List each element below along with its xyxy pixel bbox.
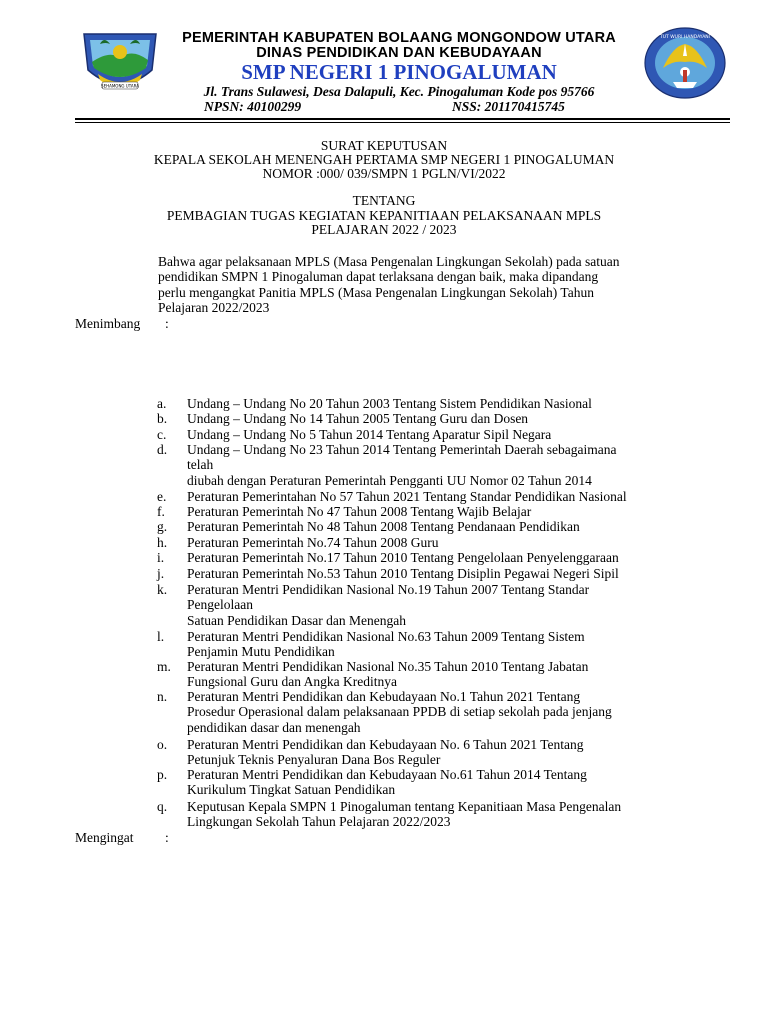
list-item-line: Prosedur Operasional dalam pelaksanaan PPDB di setiap sekolah pada jenjang [187,704,612,720]
list-item-line: Peraturan Mentri Pendidikan Nasional No.35 Tahun 2010 Tentang Jabatan [187,659,589,674]
mengingat-colon: : [165,830,169,845]
list-item-marker: i. [157,550,165,565]
letterhead-address: Jl. Trans Sulawesi, Desa Dalapuli, Kec. Pinogaluman Kode pos 95766 [203,84,595,99]
list-item-marker: l. [157,629,165,644]
tentang-heading: TENTANG [352,193,416,208]
letterhead-department: DINAS PENDIDIKAN DAN KEBUDAYAAN [256,45,542,61]
list-item-line: Peraturan Pemerintah No 47 Tahun 2008 Tentang Wajib Belajar [187,504,532,519]
list-item-line: Keputusan Kepala SMPN 1 Pinogaluman tentang Kepanitiaan Masa Pengenalan [187,799,622,814]
list-item-line: Undang – Undang No 5 Tahun 2014 Tentang Aparatur Sipil Negara [187,427,552,442]
menimbang-label: Menimbang [75,316,141,331]
document-title: SURAT KEPUTUSAN [320,138,448,153]
list-item-text [187,411,707,426]
subject-line-2: PELAJARAN 2022 / 2023 [311,222,457,237]
list-item-line: Peraturan Pemerintahan No 57 Tahun 2021 Tentang Standar Pendidikan Nasional [187,489,627,504]
list-item-marker: k. [157,582,168,597]
list-item-line: Peraturan Mentri Pendidikan dan Kebudayaan No.1 Tahun 2021 Tentang [187,689,581,704]
list-item-line: Lingkungan Sekolah Tahun Pelajaran 2022/2023 [187,814,451,830]
list-item-marker: e. [157,489,167,504]
list-item-line: Penjamin Mutu Pendidikan [187,644,335,660]
list-item-text [187,427,707,442]
list-item-line: Undang – Undang No 23 Tahun 2014 Tentang Pemerintah Daerah sebagaimana [187,442,617,457]
list-item-text [187,504,707,519]
paragraph-line: perlu mengangkat Panitia MPLS (Masa Pengenalan Lingkungan Sekolah) Tahun [158,284,594,300]
list-item-marker: o. [157,737,168,752]
list-item-line: Pengelolaan [187,597,253,613]
list-item-line: Peraturan Mentri Pendidikan dan Kebudayaan No. 6 Tahun 2021 Tentang [187,737,584,752]
list-item-line: Undang – Undang No 14 Tahun 2005 Tentang Guru dan Dosen [187,411,529,426]
list-item-marker: g. [157,519,168,534]
list-item-text [187,442,707,488]
list-item-line: Satuan Pendidikan Dasar dan Menengah [187,612,406,628]
list-item-line: Peraturan Mentri Pendidikan dan Kebudayaan No.61 Tahun 2014 Tentang [187,767,587,782]
list-item-line: Peraturan Mentri Pendidikan Nasional No.63 Tahun 2009 Tentang Sistem [187,629,585,644]
svg-text:TUT WURI HANDAYANI: TUT WURI HANDAYANI [660,35,710,40]
paragraph-line: Pelajaran 2022/2023 [158,299,270,315]
list-item-line: Peraturan Pemerintah No.53 Tahun 2010 Tentang Disiplin Pegawai Negeri Sipil [187,566,619,581]
list-item-line: Undang – Undang No 20 Tahun 2003 Tentang Sistem Pendidikan Nasional [187,396,592,411]
letterhead-npsn: NPSN: 40100299 [204,99,302,114]
menimbang-paragraph [158,254,678,315]
list-item-line: diubah dengan Peraturan Pemerintah Pengganti UU Nomor 02 Tahun 2014 [187,472,592,488]
list-item-line: Peraturan Mentri Pendidikan Nasional No.19 Tahun 2007 Tentang Standar [187,582,590,597]
mengingat-label: Mengingat [75,830,134,845]
list-item-marker: j. [157,566,165,581]
list-item-marker: a. [157,396,167,411]
tut-wuri-handayani-logo-icon [643,26,727,100]
letterhead-government: PEMERINTAH KABUPATEN BOLAANG MONGONDOW UTARA [182,30,616,46]
list-item-line: Peraturan Pemerintah No.17 Tahun 2010 Tentang Pengelolaan Penyelenggaraan [187,550,619,565]
paragraph-line: Bahwa agar pelaksanaan MPLS (Masa Pengenalan Lingkungan Sekolah) pada satuan [158,254,620,269]
list-item-line: Fungsional Guru dan Angka Kreditnya [187,674,397,690]
list-item-text [187,659,707,690]
list-item-marker: b. [157,411,168,426]
list-item-text [187,767,707,798]
list-item-text [187,582,707,628]
list-item-text [187,799,707,830]
list-item-text [187,535,707,550]
list-item-text [187,737,707,768]
list-item-marker: n. [157,689,168,704]
document-issuer: KEPALA SEKOLAH MENENGAH PERTAMA SMP NEGERI 1 PINOGALUMAN [153,152,615,167]
list-item-line: Peraturan Pemerintah No 48 Tahun 2008 Tentang Pendanaan Pendidikan [187,519,580,534]
list-item-marker: f. [157,504,165,519]
letterhead-divider-thick [75,118,730,120]
list-item-line: telah [187,457,214,473]
letterhead-school-name: SMP NEGERI 1 PINOGALUMAN [241,60,557,84]
list-item-text [187,689,707,735]
list-item-marker: d. [157,442,168,457]
list-item-text [187,550,707,565]
list-item-line: Kurikulum Tingkat Satuan Pendidikan [187,782,396,798]
list-item-line: Peraturan Pemerintah No.74 Tahun 2008 Guru [187,535,439,550]
list-item-text [187,396,707,411]
subject-line-1: PEMBAGIAN TUGAS KEGIATAN KEPANITIAAN PELAKSANAAN MPLS [166,208,602,223]
list-item-text [187,519,707,534]
list-item-marker: h. [157,535,168,550]
paragraph-line: pendidikan SMPN 1 Pinogaluman dapat terlaksana dengan baik, maka dipandang [158,269,599,285]
letterhead-divider-thin [75,122,730,123]
svg-text:SEHAMONG UTARA: SEHAMONG UTARA [101,83,139,89]
list-item-marker: q. [157,799,168,814]
list-item-line: pendidikan dasar dan menengah [187,719,361,735]
regency-logo-icon [80,28,160,98]
document-number: NOMOR :000/ 039/SMPN 1 PGLN/VI/2022 [262,166,506,181]
list-item-line: Petunjuk Teknis Penyaluran Dana Bos Reguler [187,752,441,768]
menimbang-colon: : [165,316,169,331]
list-item-text [187,566,707,581]
list-item-text [187,629,707,660]
list-item-marker: p. [157,767,168,782]
list-item-marker: m. [157,659,171,674]
letterhead-nss: NSS: 201170415745 [452,99,565,114]
list-item-text [187,489,707,504]
list-item-marker: c. [157,427,167,442]
